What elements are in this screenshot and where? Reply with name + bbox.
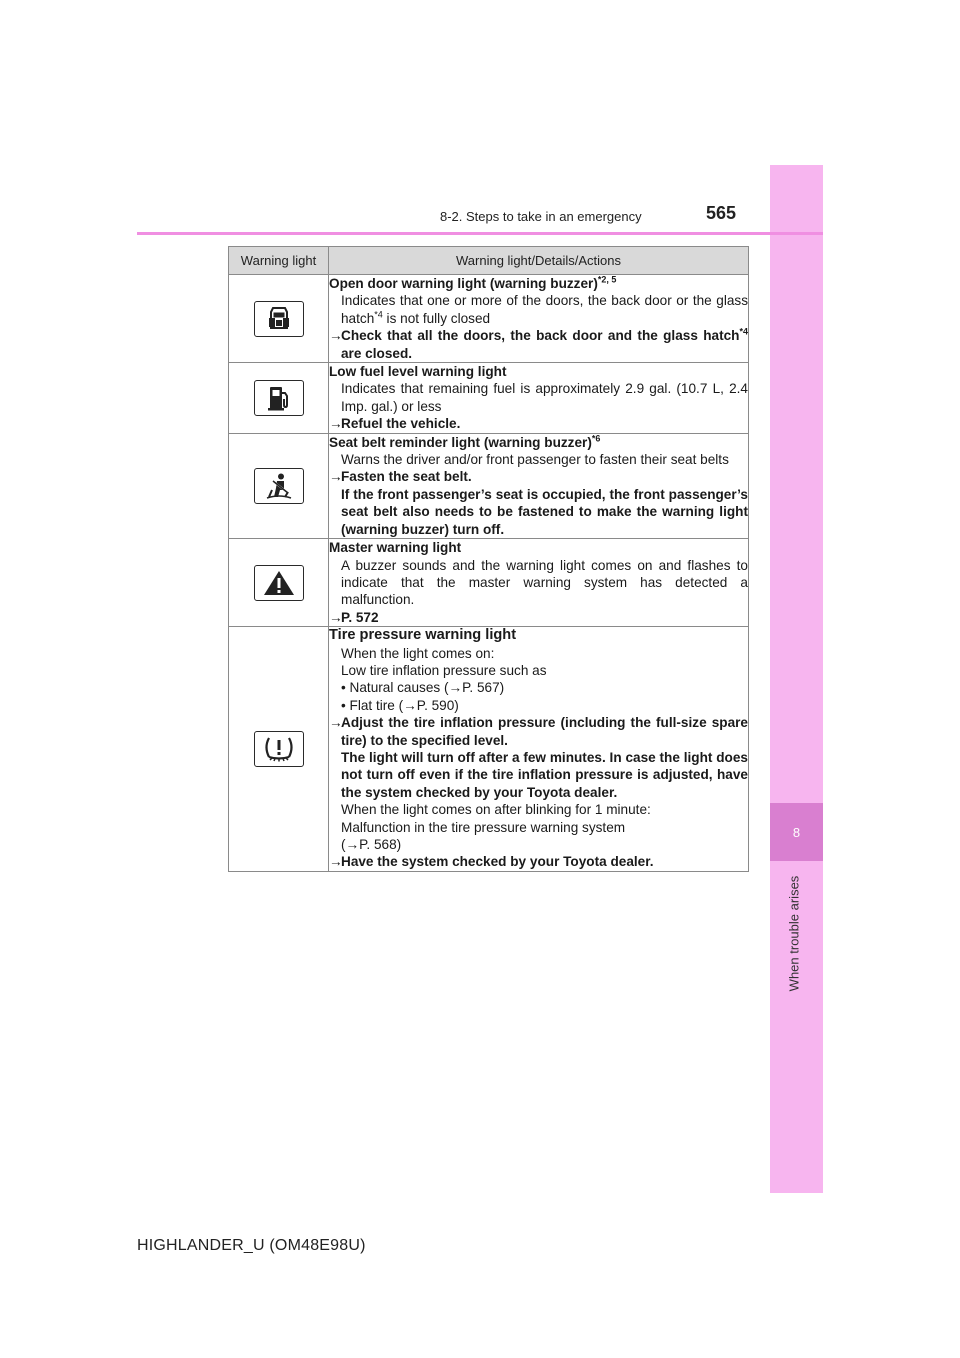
warning-title: Master warning light [329, 540, 462, 556]
warning-description: Warns the driver and/or front passenger to fasten their seat belts [341, 452, 729, 468]
tire-pressure-icon [254, 731, 304, 767]
section-heading: 8-2. Steps to take in an emergency [440, 209, 642, 224]
warning-light-table [228, 246, 749, 872]
warning-title: Tire pressure warning light [329, 627, 517, 644]
details-cell [329, 627, 749, 872]
page-reference: → P. 572 [329, 609, 379, 625]
warning-condition: When the light comes on: [341, 645, 495, 661]
table-row-low-fuel [229, 363, 749, 434]
warning-action: → Refuel the vehicle. [329, 416, 461, 432]
chapter-label-text: When trouble arises [786, 875, 802, 991]
warning-action: → Fasten the seat belt. [329, 469, 472, 485]
warning-description: Indicates that one or more of the doors, the back door or the glass hatch$^{*4}$ is not fully closed [341, 293, 748, 326]
page-reference: (→P. 568) [341, 837, 402, 852]
details-cell [329, 275, 749, 363]
list-item: • Flat tire (→P. 590) [341, 697, 459, 713]
warning-description: Malfunction in the tire pressure warning system [341, 819, 626, 835]
icon-cell [229, 539, 329, 627]
arrow-icon: → [329, 715, 343, 731]
page-number: 565 [706, 203, 737, 223]
warning-description: A buzzer sounds and the warning light comes on and flashes to indicate that the master warning system has detected a malfunction. [341, 557, 748, 608]
warning-action: → Have the system checked by your Toyota dealer. [329, 854, 654, 870]
warning-action: → Adjust the tire inflation pressure (including the full-size spare tire) to the specified level. [329, 715, 748, 748]
fuel-pump-icon [254, 380, 304, 416]
warning-action: → Check that all the doors, the back door and the glass hatch$^{*4}$ are closed. [329, 326, 748, 361]
icon-cell [229, 433, 329, 538]
list-item: • Natural causes (→P. 567) [341, 680, 505, 696]
details-cell [329, 363, 749, 434]
warning-title: Low fuel level warning light [329, 364, 507, 380]
warning-condition: When the light comes on after blinking for 1 minute: [341, 802, 651, 818]
arrow-icon: → [329, 328, 343, 344]
table-row-seat-belt [229, 433, 749, 538]
seat-belt-icon [254, 468, 304, 504]
arrow-icon: → [329, 609, 343, 625]
header-divider [137, 232, 823, 235]
open-door-icon [254, 301, 304, 337]
table-row-master-warning [229, 539, 749, 627]
table-row-tire-pressure [229, 627, 749, 872]
chapter-side-tab [770, 165, 823, 1193]
icon-cell [229, 275, 329, 363]
warning-description: Low tire inflation pressure such as [341, 662, 547, 678]
chapter-number-badge: 8 [770, 803, 823, 861]
warning-action-detail: The light will turn off after a few minutes. In case the light does not turn off even if the tire inflation pressure is adjusted, have the system checked by your Toyota dealer. [341, 749, 748, 800]
model-code-footer: HIGHLANDER_U (OM48E98U) [137, 1237, 366, 1254]
chapter-label [774, 868, 814, 998]
details-cell [329, 539, 749, 627]
warning-title: Seat belt reminder light (warning buzzer)$^{*6}$ [329, 433, 601, 450]
icon-cell [229, 627, 329, 872]
column-header-warning-light: Warning light [229, 247, 329, 275]
column-header-details: Warning light/Details/Actions [329, 247, 749, 275]
warning-action-detail: If the front passenger’s seat is occupied, the front passenger’s seat belt also needs to be fastened to make the warning light (warning buzzer) turn off. [341, 486, 748, 537]
details-cell [329, 433, 749, 538]
icon-cell [229, 363, 329, 434]
table-header-row [229, 247, 749, 275]
arrow-icon: → [329, 854, 343, 870]
table-row-open-door [229, 275, 749, 363]
arrow-icon: → [329, 416, 343, 432]
arrow-icon: → [329, 469, 343, 485]
warning-title: Open door warning light (warning buzzer)$^{*2, 5}$ [329, 274, 617, 291]
master-warning-triangle-icon [254, 565, 304, 601]
warning-description: Indicates that remaining fuel is approximately 2.9 gal. (10.7 L, 2.4 Imp. gal.) or less [341, 381, 748, 414]
